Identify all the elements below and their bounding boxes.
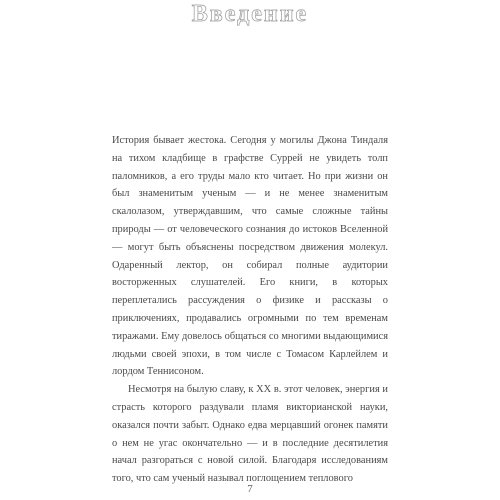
paragraph-1: История бывает жестока. Сегодня у могилы Джона Тиндаля на тихом кладбище в графстве Суррей не увидеть толп паломников, а его труды мало кто читает. Но при жизни он был знаменитым ученым — и не менее знаменитым скалолазом, утверждавшим, что самые сложные тайны природы — от человеческого сознания до истоков Вселенной — могут быть объяснены посредством движения молекул. Одаренный лектор, он собирал полные аудитории восторженных слушателей. Его книги, в которых переплетались рассуждения о физике и рассказы о приключениях, продавались огромными по тем временам тиражами. Ему довелось общаться со многими выдающимися людьми своей эпохи, в том числе с Томасом Карлейлем и лордом Теннисоном.: [112, 135, 388, 378]
chapter-title: Введение: [191, 1, 309, 27]
page-number: 7: [247, 483, 253, 495]
paragraph-2: Несмотря на былую славу, к XX в. этот человек, энергия и страсть которого раздували пламя викторианской науки, оказался почти забыт. Однако едва мерцавший огонек памяти о нем не угас окончательно — и в последние десятилетия начал разгораться с новой силой. Благодаря исследованиям того, что сам ученый называл поглощением теплового: [112, 384, 388, 485]
body-text: [112, 132, 388, 488]
